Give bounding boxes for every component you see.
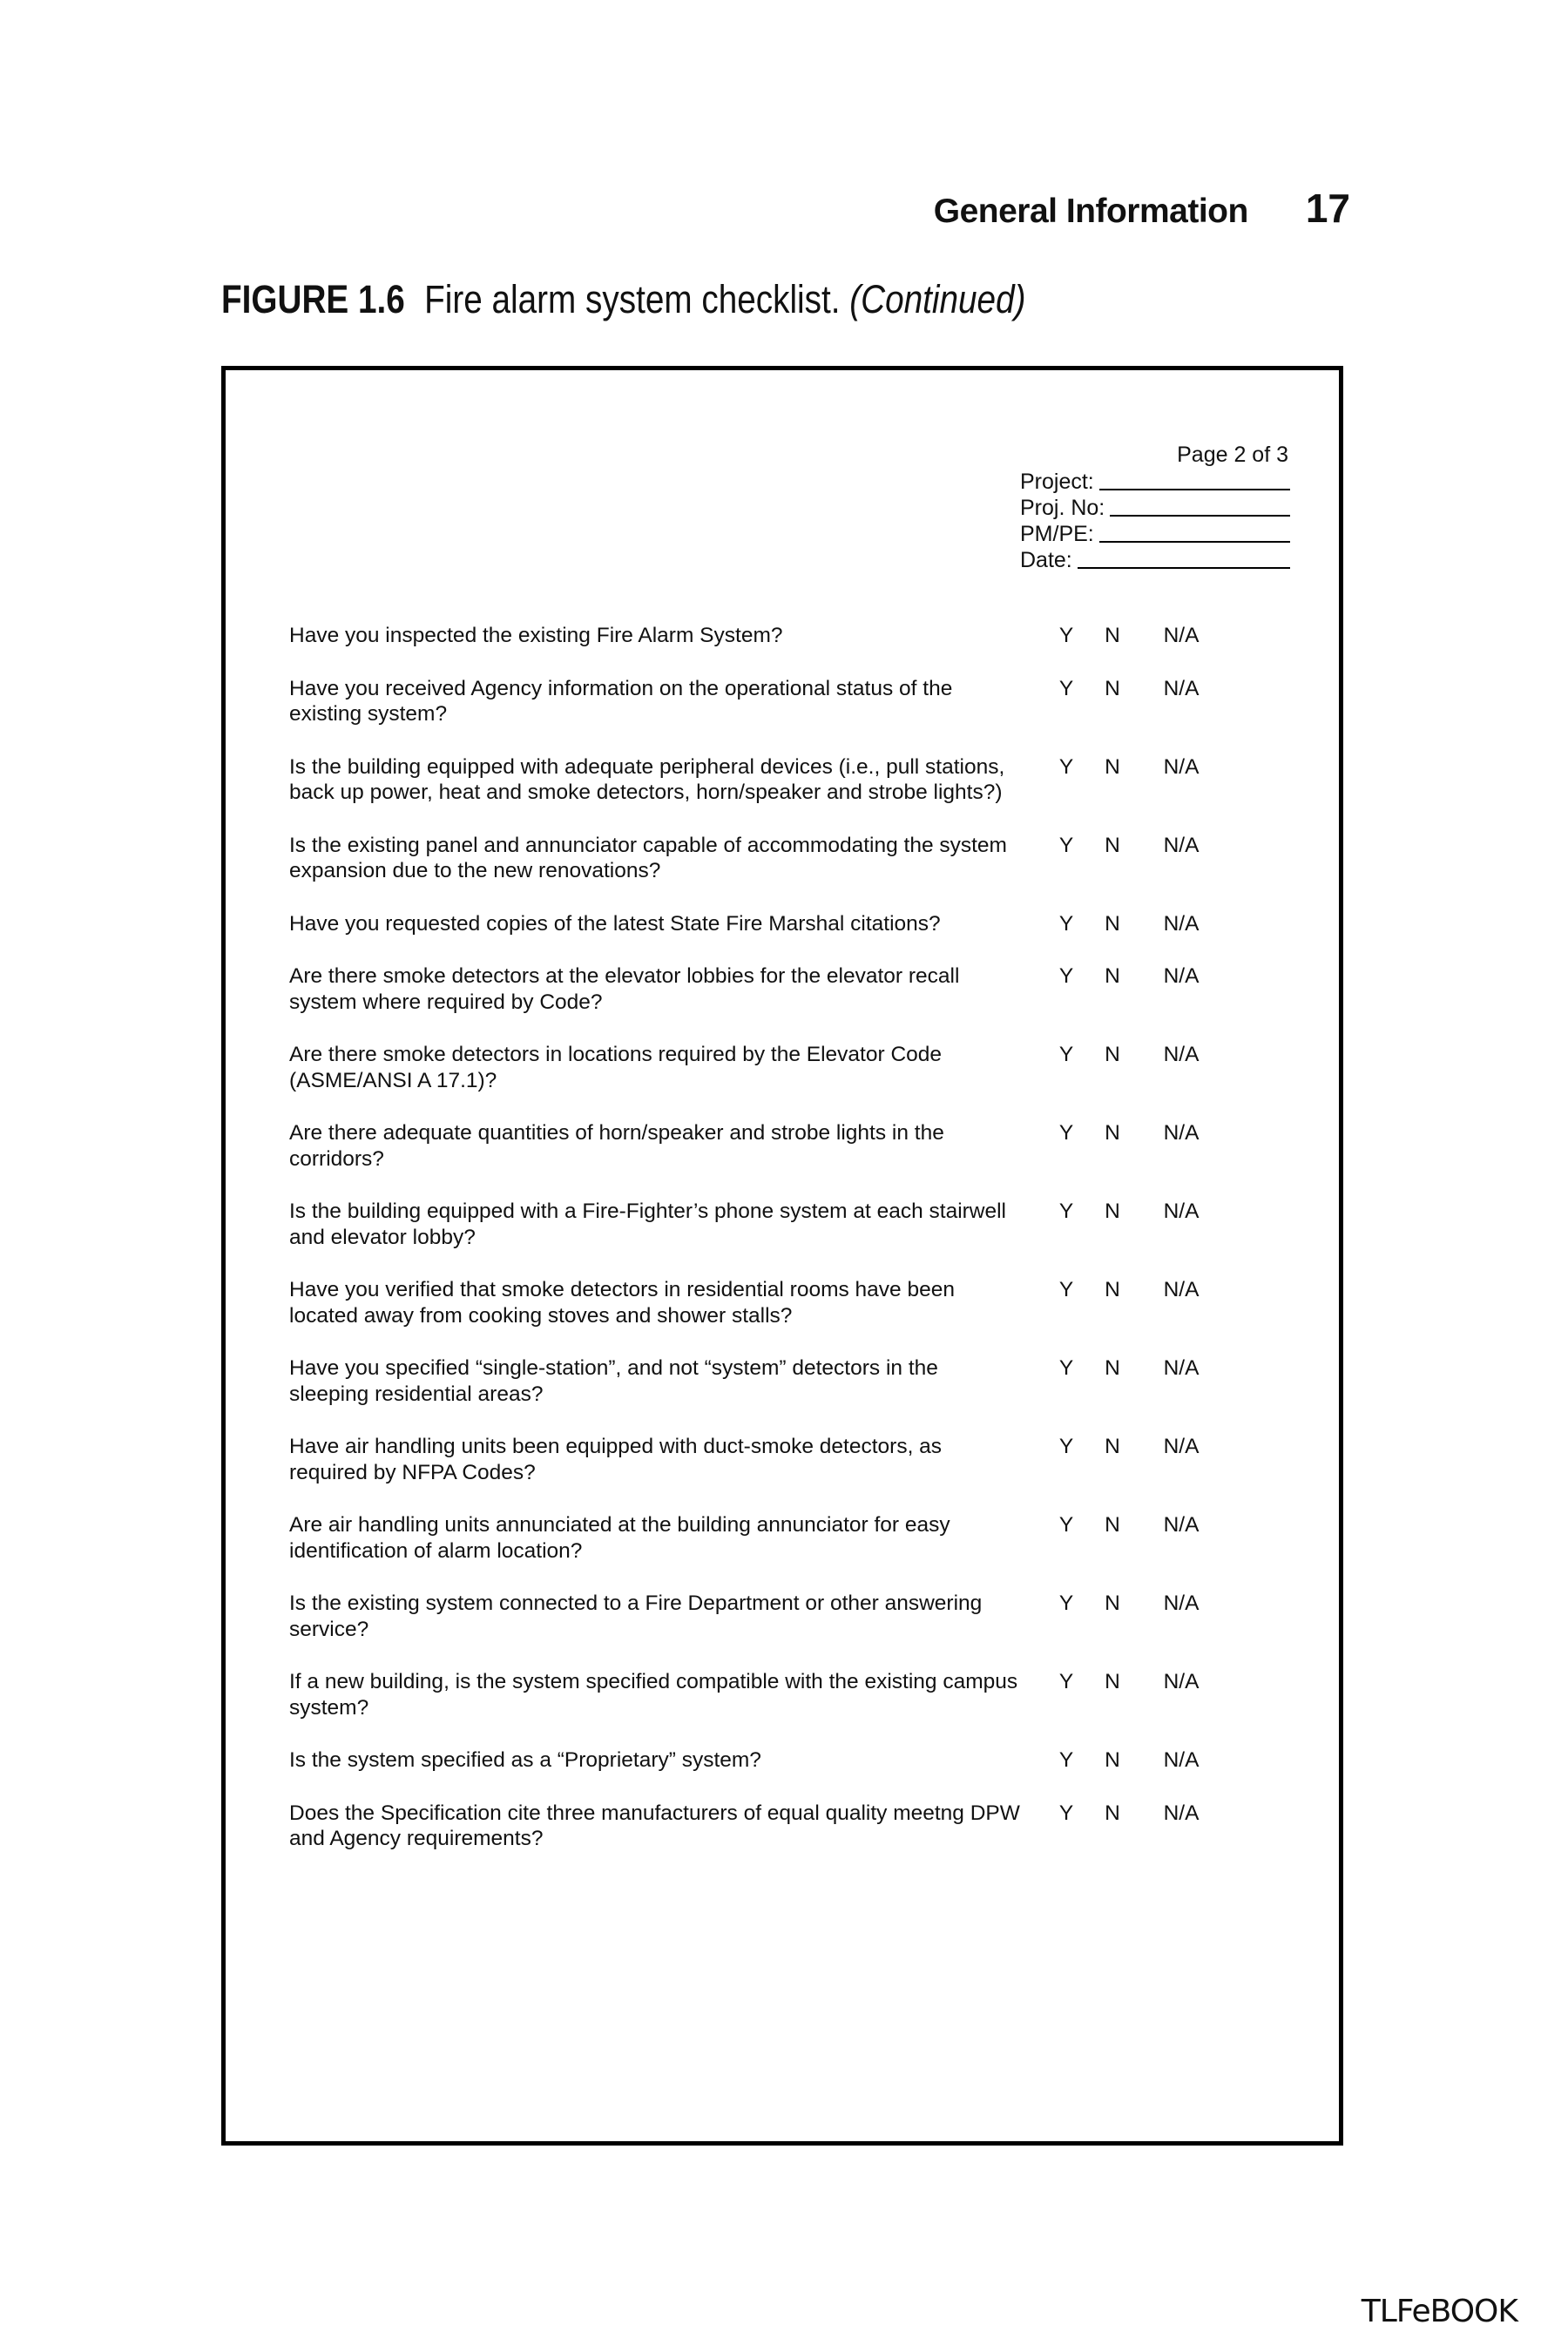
answer-yes[interactable]: Y	[1058, 754, 1074, 779]
answer-no[interactable]: N	[1105, 1592, 1120, 1615]
figure-caption	[221, 277, 1025, 322]
question-row	[289, 1199, 1317, 1250]
blank-line	[1110, 514, 1290, 517]
question-text: Is the existing panel and annunciator capable of accommodating the system expansion due to the new renovations?	[289, 833, 1007, 882]
answer-no[interactable]: N	[1105, 676, 1120, 700]
answer-na[interactable]: N/A	[1163, 911, 1200, 936]
field-label: Proj. No:	[1020, 496, 1105, 520]
answer-no[interactable]: N	[1105, 964, 1120, 988]
question-text: If a new building, is the system specified compatible with the existing campus system?	[289, 1670, 1018, 1720]
question-text: Does the Specification cite three manufacturers of equal quality meetng DPW and Agency requirements?	[289, 1801, 1020, 1850]
question-row	[289, 833, 1317, 884]
question-row	[289, 1434, 1317, 1485]
answer-no[interactable]: N	[1105, 1200, 1120, 1223]
answer-na[interactable]: N/A	[1163, 1592, 1200, 1615]
question-row	[289, 623, 1317, 649]
answer-yes[interactable]: Y	[1058, 1278, 1074, 1301]
answer-na[interactable]: N/A	[1163, 1748, 1200, 1772]
answer-yes[interactable]: Y	[1058, 1748, 1074, 1772]
answer-no[interactable]: N	[1105, 624, 1120, 647]
question-row	[289, 1801, 1317, 1852]
figure-label: FIGURE 1.6	[221, 277, 405, 321]
question-text: Have air handling units been equipped with duct-smoke detectors, as required by NFPA Codes?	[289, 1435, 943, 1484]
answer-yes[interactable]: Y	[1058, 1670, 1074, 1693]
answer-na[interactable]: N/A	[1163, 1356, 1200, 1380]
answer-yes[interactable]: Y	[1058, 964, 1074, 988]
blank-line	[1078, 566, 1290, 569]
blank-line	[1099, 488, 1290, 490]
answer-na[interactable]: N/A	[1163, 1435, 1200, 1458]
field-label: PM/PE:	[1020, 522, 1094, 546]
question-row	[289, 1120, 1317, 1172]
question-row	[289, 1277, 1317, 1328]
question-text: Have you specified “single-station”, and not “system” detectors in the sleeping residential areas?	[289, 1356, 938, 1406]
question-text: Are there adequate quantities of horn/speaker and strobe lights in the corridors?	[289, 1121, 944, 1171]
answer-yes[interactable]: Y	[1058, 833, 1074, 857]
answer-yes[interactable]: Y	[1058, 1435, 1074, 1458]
answer-yes[interactable]: Y	[1058, 1121, 1074, 1145]
question-text: Have you inspected the existing Fire Alarm System?	[289, 624, 783, 647]
question-text: Are there smoke detectors at the elevator lobbies for the elevator recall system where required by Code?	[289, 964, 960, 1014]
question-text: Are there smoke detectors in locations required by the Elevator Code (ASME/ANSI A 17.1)?	[289, 1043, 943, 1092]
question-text: Are air handling units annunciated at the building annunciator for easy identification of alarm location?	[289, 1513, 950, 1563]
question-row	[289, 1042, 1317, 1093]
answer-no[interactable]: N	[1105, 1121, 1120, 1145]
answer-na[interactable]: N/A	[1163, 1043, 1200, 1066]
checklist-form	[221, 366, 1343, 2146]
blank-line	[1099, 540, 1290, 543]
answer-no[interactable]: N	[1105, 1356, 1120, 1380]
answer-no[interactable]: N	[1105, 911, 1120, 936]
answer-yes[interactable]: Y	[1058, 1356, 1074, 1380]
answer-no[interactable]: N	[1105, 1513, 1120, 1537]
answer-no[interactable]: N	[1105, 1043, 1120, 1066]
answer-na[interactable]: N/A	[1163, 624, 1200, 647]
answer-na[interactable]: N/A	[1163, 754, 1200, 779]
answer-na[interactable]: N/A	[1163, 1801, 1200, 1825]
answer-yes[interactable]: Y	[1058, 911, 1074, 936]
section-title: General Information	[933, 193, 1248, 230]
answer-no[interactable]: N	[1105, 1278, 1120, 1301]
answer-yes[interactable]: Y	[1058, 624, 1074, 647]
answer-na[interactable]: N/A	[1163, 1200, 1200, 1223]
answer-na[interactable]: N/A	[1163, 676, 1200, 700]
question-text: Have you received Agency information on the operational status of the existing system?	[289, 676, 953, 726]
question-row	[289, 676, 1317, 727]
answer-yes[interactable]: Y	[1058, 1043, 1074, 1066]
question-text: Have you requested copies of the latest State Fire Marshal citations?	[289, 911, 941, 936]
answer-na[interactable]: N/A	[1163, 833, 1200, 857]
page-number: 17	[1305, 186, 1350, 231]
answer-yes[interactable]: Y	[1058, 1513, 1074, 1537]
figure-title: Fire alarm system checklist.	[424, 277, 841, 321]
question-row	[289, 1591, 1317, 1642]
answer-na[interactable]: N/A	[1163, 1670, 1200, 1693]
question-row	[289, 1669, 1317, 1720]
question-row	[289, 911, 1317, 937]
answer-no[interactable]: N	[1105, 833, 1120, 857]
proj-no-field	[1020, 495, 1290, 521]
question-text: Is the building equipped with a Fire-Fighter’s phone system at each stairwell and elevator lobby?	[289, 1200, 1006, 1249]
answer-na[interactable]: N/A	[1163, 1513, 1200, 1537]
figure-continued: (Continued)	[849, 277, 1026, 321]
answer-yes[interactable]: Y	[1058, 1801, 1074, 1825]
answer-yes[interactable]: Y	[1058, 1592, 1074, 1615]
answer-yes[interactable]: Y	[1058, 1200, 1074, 1223]
answer-na[interactable]: N/A	[1163, 1278, 1200, 1301]
question-text: Is the system specified as a “Proprietary” system?	[289, 1748, 761, 1772]
question-row	[289, 1512, 1317, 1564]
question-row	[289, 1355, 1317, 1407]
answer-no[interactable]: N	[1105, 1435, 1120, 1458]
form-header	[1020, 442, 1290, 573]
question-text: Have you verified that smoke detectors in residential rooms have been located away from cooking stoves and shower stalls?	[289, 1278, 955, 1328]
question-row	[289, 1747, 1317, 1774]
pm-pe-field	[1020, 521, 1290, 547]
answer-no[interactable]: N	[1105, 1748, 1120, 1772]
page-indicator: Page 2 of 3	[1177, 443, 1288, 467]
question-row	[289, 754, 1317, 806]
question-row	[289, 963, 1317, 1015]
running-head	[934, 185, 1350, 232]
project-field	[1020, 469, 1290, 495]
answer-yes[interactable]: Y	[1058, 676, 1074, 700]
question-text: Is the building equipped with adequate peripheral devices (i.e., pull stations, back up power, heat and smoke detectors, horn/speaker and strobe lights?)	[289, 754, 1005, 804]
question-text: Is the existing system connected to a Fire Department or other answering service?	[289, 1592, 983, 1641]
question-list	[289, 623, 1317, 1879]
answer-no[interactable]: N	[1105, 1670, 1120, 1693]
date-field	[1020, 547, 1290, 573]
field-label: Date:	[1020, 548, 1072, 572]
answer-na[interactable]: N/A	[1163, 964, 1200, 988]
answer-no[interactable]: N	[1105, 1801, 1120, 1825]
answer-no[interactable]: N	[1105, 754, 1120, 779]
watermark: TLFeBOOK	[1361, 2294, 1517, 2329]
field-label: Project:	[1020, 470, 1094, 494]
answer-na[interactable]: N/A	[1163, 1121, 1200, 1145]
